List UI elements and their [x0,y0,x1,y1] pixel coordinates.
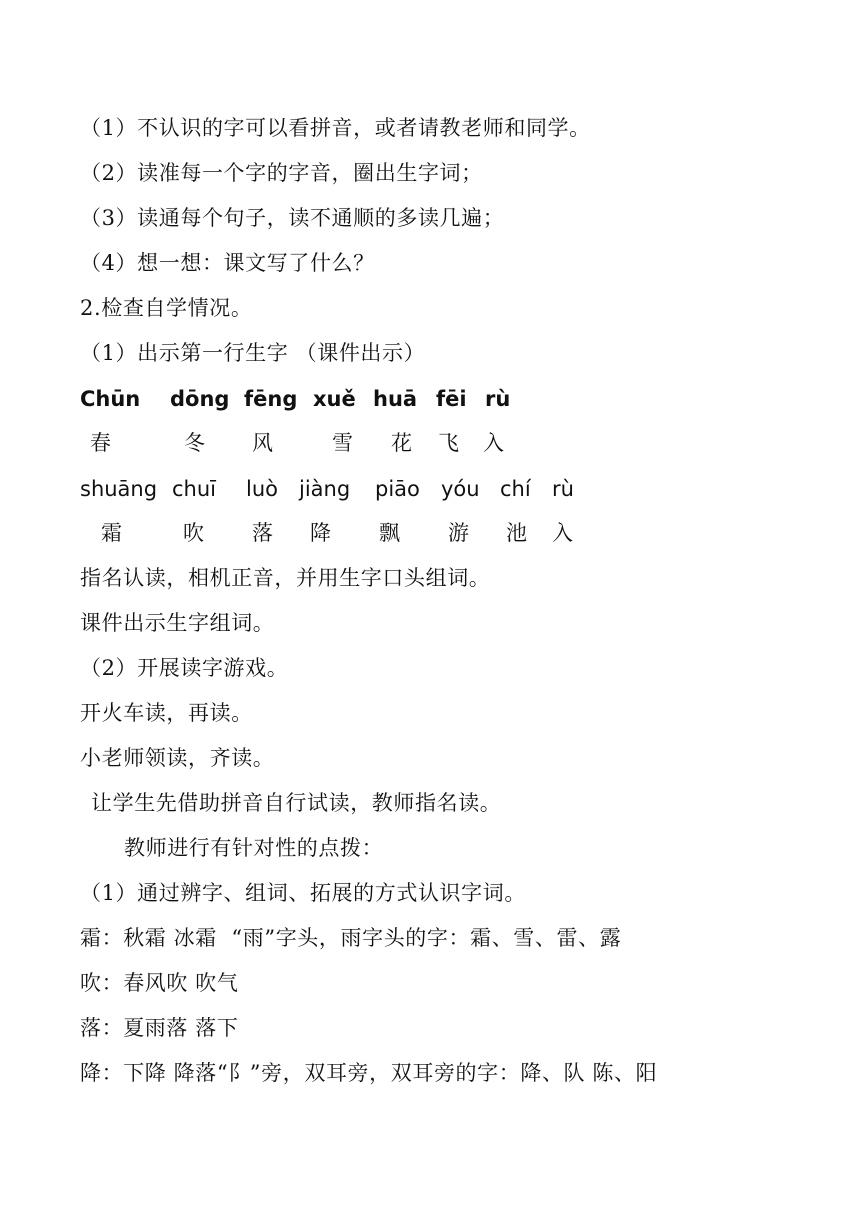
text-line-3: （3）读通每个句子，读不通顺的多读几遍； [80,206,505,230]
text-line-9: （2）开展读字游戏。 [80,656,289,680]
text-line-18: 降：下降 降落“阝”旁，双耳旁，双耳旁的字：降、队 陈、阳 [80,1061,658,1085]
char-row1-5: 花 [391,431,412,455]
pinyin-row2-3: luò [246,477,278,501]
char-row2-5: 飘 [379,521,400,545]
char-row2-7: 池 [506,521,527,545]
pinyin-row1-3: fēng [244,387,298,411]
pinyin-row2-2: chuī [172,477,216,501]
char-row1-1: 春 [90,431,111,455]
pinyin-row1-1: Chūn [80,387,141,411]
text-line-8: 课件出示生字组词。 [80,611,275,635]
text-line-6: （1）出示第一行生字 （课件出示） [80,341,426,365]
pinyin-row2-4: jiàng [299,477,351,501]
text-line-12: 让学生先借助拼音自行试读，教师指名读。 [91,791,502,815]
pinyin-row1-7: rù [485,387,511,411]
char-row1-3: 风 [252,431,273,455]
pinyin-row1-4: xuě [313,387,356,411]
char-row1-7: 入 [483,431,504,455]
char-row2-1: 霜 [101,521,122,545]
text-line-10: 开火车读，再读。 [80,701,253,725]
pinyin-row2-7: chí [500,477,531,501]
pinyin-row1-5: huā [373,387,418,411]
pinyin-row1-6: fēi [436,387,467,411]
text-line-17: 落：夏雨落 落下 [80,1016,239,1040]
char-row2-3: 落 [252,521,273,545]
text-line-2: （2）读准每一个字的字音，圈出生字词； [80,161,483,185]
text-line-14: （1）通过辨字、组词、拓展的方式认识字词。 [80,881,526,905]
text-line-7: 指名认读，相机正音，并用生字口头组词。 [80,566,491,590]
pinyin-row2-1: shuāng [80,477,158,501]
text-line-4: （4）想一想：课文写了什么？ [80,251,375,275]
char-row2-6: 游 [448,521,469,545]
char-row2-2: 吹 [183,521,204,545]
char-row2-4: 降 [310,521,331,545]
char-row2-8: 入 [552,521,573,545]
text-line-15: 霜：秋霜 冰霜 “雨”字头，雨字头的字：霜、雪、雷、露 [80,926,622,950]
char-row1-6: 飞 [438,431,459,455]
pinyin-row2-5: piāo [375,477,420,501]
text-line-16: 吹：春风吹 吹气 [80,971,239,995]
pinyin-row1-2: dōng [170,387,230,411]
section-heading: 2.检查自学情况。 [80,296,253,320]
text-line-13: 教师进行有针对性的点拨： [124,836,384,860]
text-line-11: 小老师领读，齐读。 [80,746,275,770]
pinyin-row2-6: yóu [441,477,480,501]
char-row1-4: 雪 [332,431,353,455]
pinyin-row2-8: rù [552,477,574,501]
char-row1-2: 冬 [184,431,205,455]
text-line-1: （1）不认识的字可以看拼音，或者请教老师和同学。 [80,116,591,140]
